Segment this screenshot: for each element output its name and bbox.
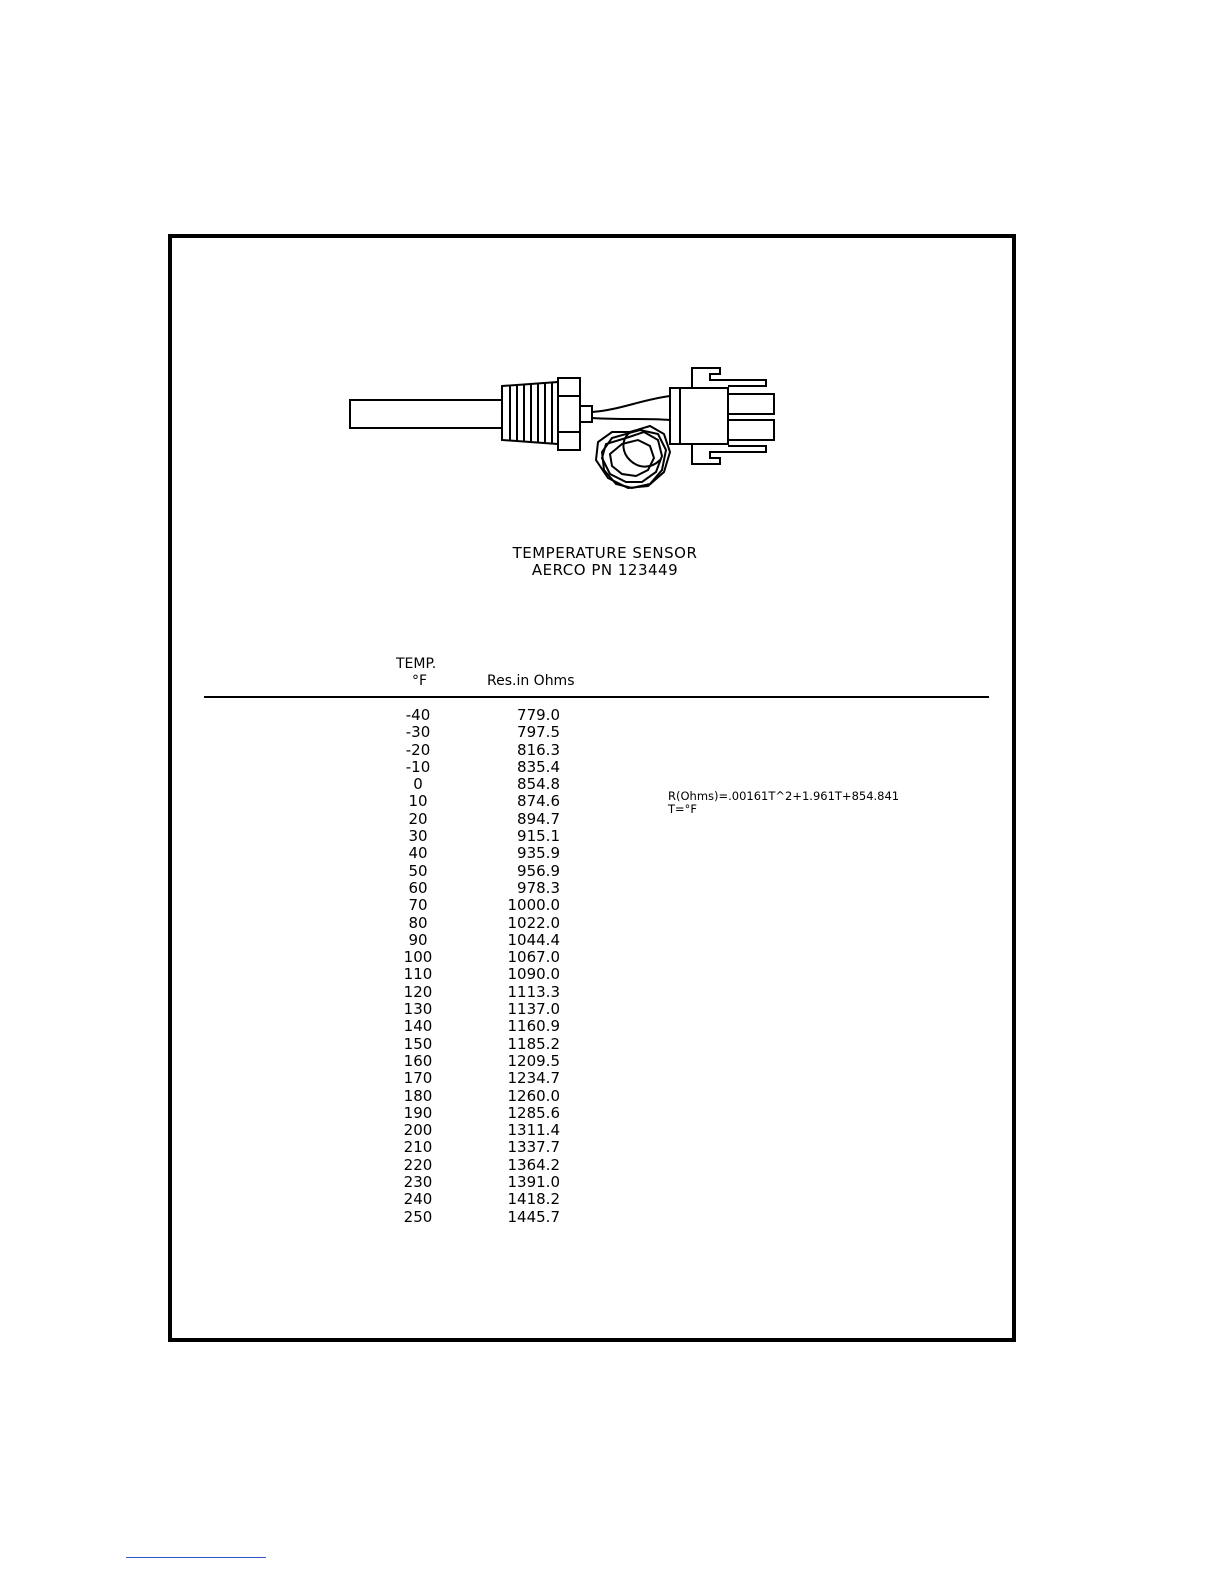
- resistance-cell: 1260.0: [507, 1086, 560, 1105]
- column-header-temp-unit: °F: [412, 673, 428, 689]
- resistance-formula: [668, 790, 899, 816]
- temp-cell: 230: [403, 1173, 433, 1192]
- resistance-cell: 1137.0: [507, 1000, 560, 1019]
- resistance-cell: 1113.3: [507, 982, 560, 1001]
- header-divider: [204, 696, 989, 698]
- resistance-cell: 874.6: [517, 792, 560, 811]
- formula-unit-note: T=°F: [668, 802, 698, 816]
- temp-cell: 30: [408, 827, 428, 846]
- figure-caption: [440, 545, 770, 579]
- hex-nut: [558, 378, 580, 450]
- resistance-cell: 1160.9: [507, 1017, 560, 1036]
- resistance-cell: 779.0: [517, 706, 560, 724]
- temp-cell: -20: [405, 740, 431, 759]
- temp-cell: 10: [408, 792, 428, 811]
- temp-cell: 0: [413, 775, 423, 794]
- temp-cell: 190: [403, 1103, 433, 1122]
- formula-equation: R(Ohms)=.00161T^2+1.961T+854.841: [668, 789, 900, 803]
- resistance-cell: 1000.0: [507, 896, 560, 915]
- temp-cell: 200: [403, 1121, 433, 1140]
- resistance-cell: 1044.4: [507, 930, 560, 949]
- connector-housing: [670, 388, 728, 444]
- column-header-resistance: Res.in Ohms: [487, 673, 575, 689]
- resistance-cell: 978.3: [517, 878, 560, 897]
- resistance-cell: 1445.7: [507, 1207, 560, 1226]
- temp-cell: -30: [405, 723, 431, 742]
- temp-cell: 130: [403, 1000, 433, 1019]
- temp-cell: 160: [403, 1051, 433, 1070]
- temp-cell: -10: [405, 757, 431, 776]
- temp-cell: 250: [403, 1207, 433, 1226]
- temp-cell: 120: [403, 982, 433, 1001]
- temp-cell: 60: [408, 878, 428, 897]
- resistance-cell: 1209.5: [507, 1051, 560, 1070]
- temp-cell: 70: [408, 896, 428, 915]
- probe-tube: [350, 400, 502, 428]
- caption-part-number: AERCO PN 123449: [531, 561, 679, 579]
- column-header-temp: TEMP.: [396, 656, 437, 672]
- resistance-cell: 1067.0: [507, 948, 560, 967]
- temp-cell: 150: [403, 1034, 433, 1053]
- resistance-cell: 1418.2: [507, 1190, 560, 1209]
- temp-cell: 20: [408, 809, 428, 828]
- resistance-cell: 1311.4: [507, 1121, 560, 1140]
- temp-cell: 40: [408, 844, 428, 863]
- resistance-cell: 816.3: [517, 740, 560, 759]
- resistance-cell: 1234.7: [507, 1069, 560, 1088]
- resistance-cell: 797.5: [517, 723, 560, 742]
- temp-cell: 80: [408, 913, 428, 932]
- temp-cell: 100: [403, 948, 433, 967]
- resistance-cell: 1391.0: [507, 1173, 560, 1192]
- resistance-cell: 894.7: [517, 809, 560, 828]
- temp-cell: -40: [405, 706, 431, 724]
- resistance-cell: 1185.2: [507, 1034, 560, 1053]
- resistance-cell: 1337.7: [507, 1138, 560, 1157]
- temperature-sensor-drawing: [340, 360, 800, 510]
- resistance-cell: 956.9: [517, 861, 560, 880]
- resistance-cell: 1364.2: [507, 1155, 560, 1174]
- temp-cell: 110: [403, 965, 433, 984]
- resistance-cell: 854.8: [517, 775, 560, 794]
- temp-cell: 180: [403, 1086, 433, 1105]
- footer-link-underline[interactable]: [126, 1557, 266, 1558]
- resistance-cell: 935.9: [517, 844, 560, 863]
- temp-cell: 170: [403, 1069, 433, 1088]
- temp-cell: 210: [403, 1138, 433, 1157]
- resistance-cell: 915.1: [517, 827, 560, 846]
- temp-cell: 240: [403, 1190, 433, 1209]
- resistance-cell: 1090.0: [507, 965, 560, 984]
- resistance-cell: 1022.0: [507, 913, 560, 932]
- resistance-cell: 1285.6: [507, 1103, 560, 1122]
- resistance-cell: 835.4: [517, 757, 560, 776]
- temp-cell: 220: [403, 1155, 433, 1174]
- temp-cell: 90: [408, 930, 428, 949]
- temp-cell: 50: [408, 861, 428, 880]
- caption-title: TEMPERATURE SENSOR: [512, 544, 698, 562]
- temp-cell: 140: [403, 1017, 433, 1036]
